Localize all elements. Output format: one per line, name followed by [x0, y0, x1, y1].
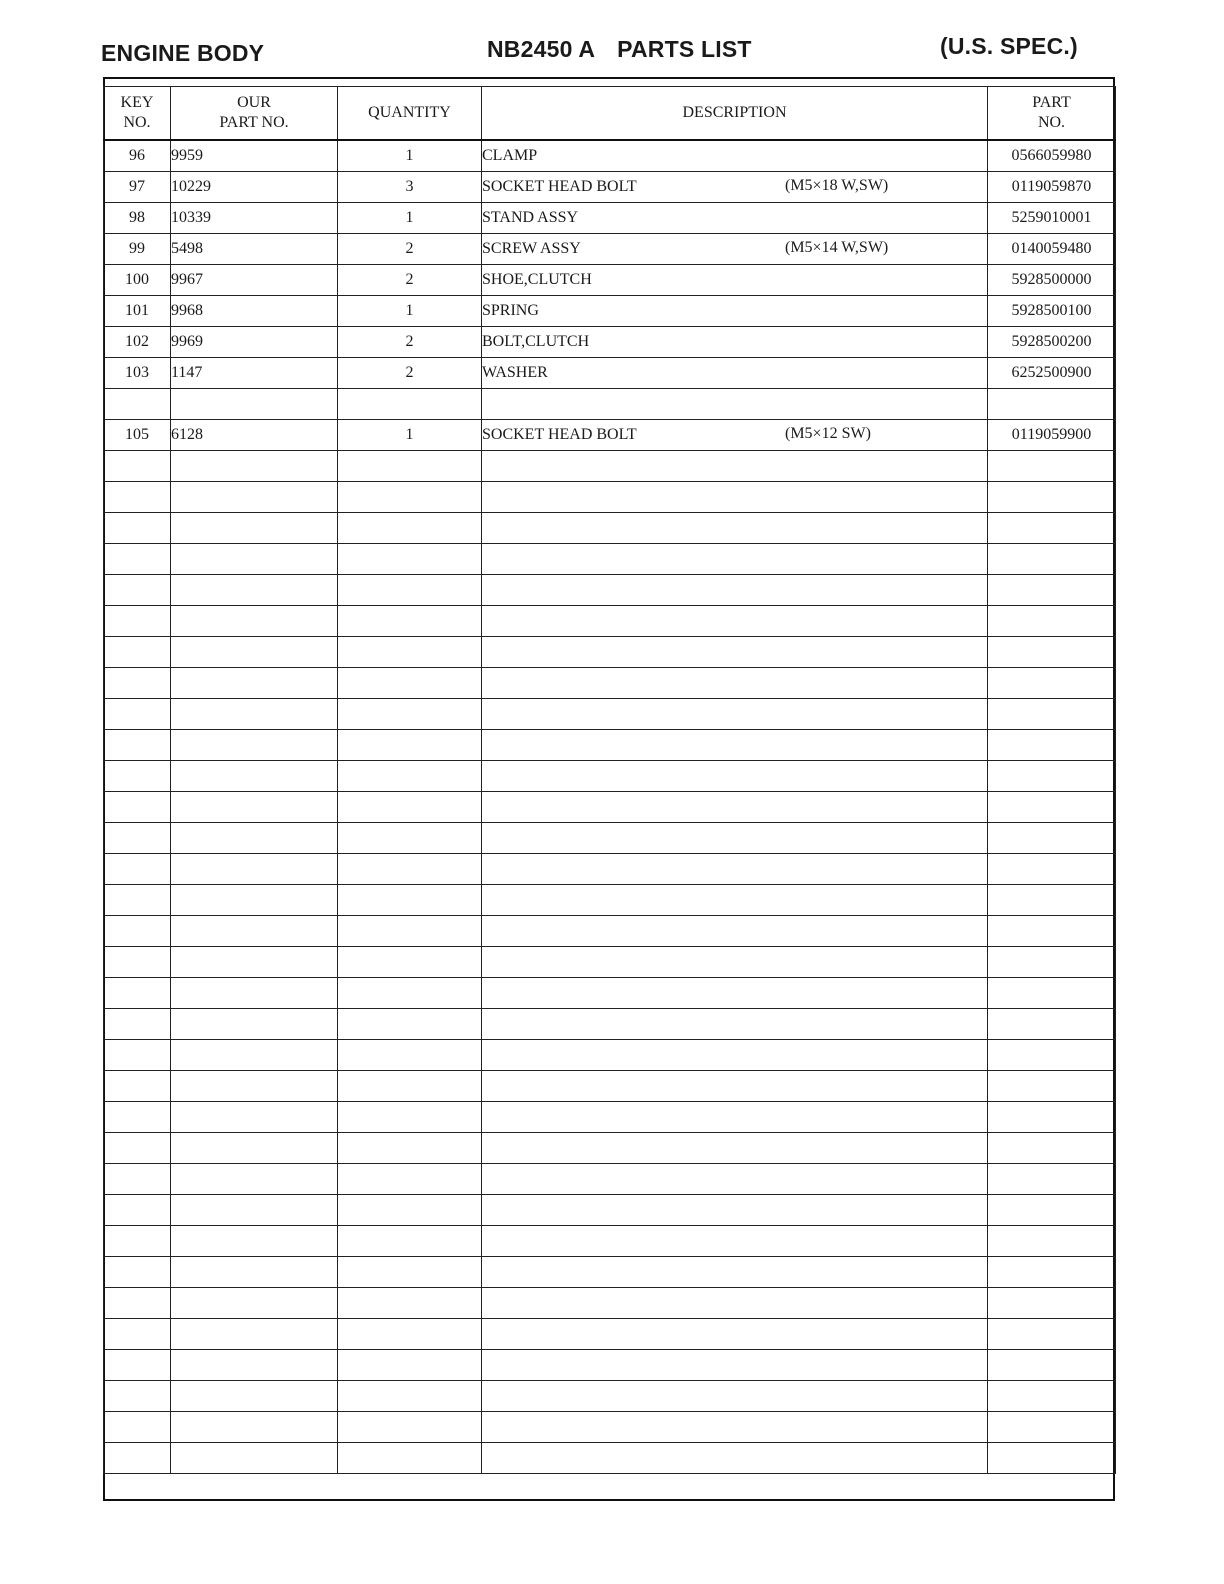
empty-row	[104, 451, 1116, 482]
empty-cell	[104, 1040, 171, 1071]
empty-cell	[104, 947, 171, 978]
empty-cell	[988, 885, 1116, 916]
table-header-row	[104, 87, 1116, 141]
empty-row	[104, 978, 1116, 1009]
empty-cell	[988, 1009, 1116, 1040]
empty-cell	[482, 606, 988, 637]
empty-cell	[171, 637, 338, 668]
empty-cell	[104, 513, 171, 544]
empty-cell	[338, 575, 482, 606]
empty-cell	[104, 1226, 171, 1257]
empty-cell	[171, 792, 338, 823]
cell-part-no	[988, 389, 1116, 420]
empty-cell	[338, 544, 482, 575]
empty-cell	[338, 606, 482, 637]
empty-row	[104, 1288, 1116, 1319]
empty-cell	[482, 1319, 988, 1350]
table-row	[104, 172, 1116, 203]
empty-cell	[171, 885, 338, 916]
cell-description	[482, 265, 988, 296]
empty-cell	[482, 947, 988, 978]
empty-cell	[482, 1257, 988, 1288]
col-header-part-no-line1: PART	[1032, 94, 1071, 111]
empty-row	[104, 668, 1116, 699]
description-spec: (M5×18 W,SW)	[785, 177, 889, 194]
empty-row	[104, 1009, 1116, 1040]
empty-cell	[104, 978, 171, 1009]
empty-cell	[171, 1350, 338, 1381]
empty-cell	[988, 513, 1116, 544]
empty-cell	[104, 1009, 171, 1040]
empty-cell	[171, 823, 338, 854]
cell-our-part-no: 10229	[171, 172, 338, 203]
empty-cell	[988, 575, 1116, 606]
cell-our-part-no: 6128	[171, 420, 338, 451]
col-header-our-part-line1: OUR	[237, 94, 271, 111]
col-header-part-no	[988, 87, 1116, 141]
cell-key-no: 102	[104, 327, 171, 358]
empty-cell	[482, 482, 988, 513]
empty-row	[104, 1102, 1116, 1133]
empty-cell	[104, 575, 171, 606]
description-spec: (M5×14 W,SW)	[785, 239, 889, 256]
empty-cell	[171, 1257, 338, 1288]
empty-row	[104, 947, 1116, 978]
cell-part-no: 0119059870	[988, 172, 1116, 203]
cell-our-part-no: 10339	[171, 203, 338, 234]
document-title	[487, 36, 752, 63]
empty-cell	[482, 823, 988, 854]
description-text: SPRING	[482, 302, 539, 319]
empty-cell	[338, 730, 482, 761]
empty-cell	[171, 1040, 338, 1071]
empty-row	[104, 1226, 1116, 1257]
cell-our-part-no: 9969	[171, 327, 338, 358]
empty-cell	[988, 792, 1116, 823]
description-text: SCREW ASSY	[482, 240, 581, 257]
col-header-quantity: QUANTITY	[338, 87, 482, 141]
cell-quantity: 1	[338, 296, 482, 327]
cell-description	[482, 327, 988, 358]
empty-cell	[104, 1288, 171, 1319]
empty-cell	[482, 1226, 988, 1257]
cell-our-part-no: 9967	[171, 265, 338, 296]
cell-quantity: 2	[338, 327, 482, 358]
empty-row	[104, 1350, 1116, 1381]
description-text: STAND ASSY	[482, 209, 579, 226]
empty-cell	[171, 606, 338, 637]
table-row	[104, 327, 1116, 358]
empty-cell	[988, 761, 1116, 792]
empty-cell	[104, 730, 171, 761]
empty-cell	[104, 637, 171, 668]
list-title: PARTS LIST	[617, 36, 752, 62]
table-row	[104, 296, 1116, 327]
empty-cell	[988, 544, 1116, 575]
description-spec: (M5×12 SW)	[785, 425, 871, 442]
empty-cell	[104, 451, 171, 482]
empty-cell	[988, 1071, 1116, 1102]
empty-cell	[338, 885, 482, 916]
empty-cell	[171, 699, 338, 730]
empty-cell	[104, 482, 171, 513]
empty-cell	[338, 668, 482, 699]
empty-row	[104, 916, 1116, 947]
col-header-our-part-no	[171, 87, 338, 141]
cell-key-no: 97	[104, 172, 171, 203]
empty-cell	[104, 1350, 171, 1381]
empty-cell	[338, 854, 482, 885]
cell-quantity: 2	[338, 358, 482, 389]
empty-cell	[104, 1381, 171, 1412]
cell-key-no: 98	[104, 203, 171, 234]
empty-cell	[338, 637, 482, 668]
section-title: ENGINE BODY	[101, 40, 265, 66]
empty-cell	[171, 761, 338, 792]
empty-cell	[338, 699, 482, 730]
cell-description	[482, 296, 988, 327]
empty-cell	[988, 606, 1116, 637]
cell-key-no: 99	[104, 234, 171, 265]
empty-row	[104, 1133, 1116, 1164]
cell-key-no	[104, 389, 171, 420]
table-row	[104, 234, 1116, 265]
empty-cell	[171, 1133, 338, 1164]
cell-description	[482, 420, 988, 451]
col-header-key-no-line2: NO.	[123, 114, 151, 131]
empty-cell	[104, 1164, 171, 1195]
empty-cell	[171, 978, 338, 1009]
empty-cell	[988, 668, 1116, 699]
empty-cell	[482, 513, 988, 544]
empty-cell	[482, 544, 988, 575]
empty-cell	[171, 1009, 338, 1040]
empty-cell	[104, 544, 171, 575]
empty-cell	[482, 1071, 988, 1102]
empty-cell	[482, 730, 988, 761]
empty-cell	[171, 1102, 338, 1133]
empty-cell	[482, 637, 988, 668]
empty-cell	[988, 482, 1116, 513]
empty-cell	[104, 1443, 171, 1474]
empty-cell	[104, 761, 171, 792]
empty-cell	[482, 1102, 988, 1133]
empty-cell	[338, 1443, 482, 1474]
empty-cell	[338, 1381, 482, 1412]
empty-cell	[171, 482, 338, 513]
cell-description	[482, 140, 988, 172]
empty-cell	[338, 1226, 482, 1257]
empty-cell	[988, 1257, 1116, 1288]
cell-quantity	[338, 389, 482, 420]
empty-cell	[338, 1164, 482, 1195]
empty-cell	[338, 1071, 482, 1102]
empty-cell	[171, 1195, 338, 1226]
empty-cell	[338, 513, 482, 544]
empty-cell	[338, 451, 482, 482]
cell-our-part-no: 1147	[171, 358, 338, 389]
empty-cell	[988, 1226, 1116, 1257]
empty-cell	[171, 1226, 338, 1257]
empty-cell	[171, 1071, 338, 1102]
empty-cell	[482, 1412, 988, 1443]
empty-cell	[104, 792, 171, 823]
cell-our-part-no: 9959	[171, 140, 338, 172]
empty-cell	[104, 1133, 171, 1164]
table-row	[104, 420, 1116, 451]
empty-cell	[338, 761, 482, 792]
empty-cell	[104, 1195, 171, 1226]
empty-cell	[988, 1195, 1116, 1226]
empty-row	[104, 1443, 1116, 1474]
empty-cell	[482, 575, 988, 606]
empty-row	[104, 544, 1116, 575]
cell-quantity: 1	[338, 140, 482, 172]
cell-key-no: 101	[104, 296, 171, 327]
empty-row	[104, 823, 1116, 854]
empty-cell	[482, 699, 988, 730]
cell-description	[482, 172, 988, 203]
empty-cell	[338, 1257, 482, 1288]
cell-part-no: 0566059980	[988, 140, 1116, 172]
table-row	[104, 389, 1116, 420]
empty-cell	[171, 730, 338, 761]
empty-cell	[171, 916, 338, 947]
empty-cell	[104, 823, 171, 854]
empty-cell	[171, 1412, 338, 1443]
empty-cell	[988, 1412, 1116, 1443]
empty-cell	[338, 823, 482, 854]
empty-cell	[988, 1381, 1116, 1412]
empty-cell	[482, 1164, 988, 1195]
empty-cell	[104, 668, 171, 699]
empty-cell	[171, 854, 338, 885]
empty-cell	[482, 1040, 988, 1071]
empty-cell	[988, 451, 1116, 482]
empty-cell	[338, 1133, 482, 1164]
empty-cell	[338, 1288, 482, 1319]
empty-cell	[988, 1319, 1116, 1350]
cell-our-part-no: 9968	[171, 296, 338, 327]
empty-cell	[988, 854, 1116, 885]
empty-cell	[482, 1195, 988, 1226]
empty-cell	[338, 792, 482, 823]
description-text: SHOE,CLUTCH	[482, 271, 592, 288]
empty-row	[104, 637, 1116, 668]
empty-cell	[988, 978, 1116, 1009]
empty-cell	[104, 1102, 171, 1133]
cell-key-no: 103	[104, 358, 171, 389]
col-header-our-part-line2: PART NO.	[219, 114, 289, 131]
empty-cell	[338, 482, 482, 513]
spec-label: (U.S. SPEC.)	[940, 33, 1078, 59]
empty-cell	[988, 1102, 1116, 1133]
col-header-part-no-line2: NO.	[1037, 114, 1066, 131]
empty-row	[104, 885, 1116, 916]
empty-cell	[482, 854, 988, 885]
empty-cell	[104, 606, 171, 637]
empty-cell	[988, 947, 1116, 978]
cell-description	[482, 389, 988, 420]
empty-cell	[104, 1412, 171, 1443]
empty-row	[104, 1381, 1116, 1412]
cell-quantity: 3	[338, 172, 482, 203]
cell-quantity: 1	[338, 420, 482, 451]
description-text: CLAMP	[482, 147, 538, 164]
empty-cell	[338, 1009, 482, 1040]
cell-description	[482, 234, 988, 265]
empty-cell	[482, 1443, 988, 1474]
parts-table	[103, 86, 1116, 1474]
cell-our-part-no: 5498	[171, 234, 338, 265]
empty-cell	[482, 1350, 988, 1381]
empty-cell	[338, 1195, 482, 1226]
empty-cell	[482, 916, 988, 947]
description-text: WASHER	[482, 364, 548, 381]
empty-row	[104, 730, 1116, 761]
cell-part-no: 5928500100	[988, 296, 1116, 327]
empty-cell	[482, 761, 988, 792]
empty-row	[104, 1257, 1116, 1288]
empty-row	[104, 575, 1116, 606]
empty-row	[104, 1319, 1116, 1350]
empty-cell	[171, 513, 338, 544]
empty-cell	[171, 1381, 338, 1412]
cell-description	[482, 358, 988, 389]
empty-cell	[338, 1412, 482, 1443]
cell-quantity: 2	[338, 265, 482, 296]
empty-cell	[171, 575, 338, 606]
cell-key-no: 96	[104, 140, 171, 172]
empty-cell	[171, 451, 338, 482]
description-text: SOCKET HEAD BOLT	[482, 178, 637, 195]
empty-cell	[988, 1350, 1116, 1381]
empty-cell	[171, 544, 338, 575]
empty-cell	[338, 1040, 482, 1071]
cell-quantity: 1	[338, 203, 482, 234]
empty-row	[104, 854, 1116, 885]
empty-row	[104, 1040, 1116, 1071]
empty-cell	[482, 978, 988, 1009]
cell-quantity: 2	[338, 234, 482, 265]
cell-part-no: 5928500000	[988, 265, 1116, 296]
empty-row	[104, 699, 1116, 730]
model-number: NB2450 A	[487, 36, 596, 62]
empty-row	[104, 761, 1116, 792]
empty-cell	[171, 668, 338, 699]
empty-cell	[482, 1288, 988, 1319]
cell-part-no: 0140059480	[988, 234, 1116, 265]
cell-part-no: 0119059900	[988, 420, 1116, 451]
empty-cell	[482, 451, 988, 482]
empty-cell	[988, 1133, 1116, 1164]
col-header-key-no	[104, 87, 171, 141]
empty-cell	[988, 916, 1116, 947]
empty-cell	[988, 1164, 1116, 1195]
description-text: SOCKET HEAD BOLT	[482, 426, 637, 443]
empty-cell	[104, 1257, 171, 1288]
table-row	[104, 265, 1116, 296]
empty-cell	[482, 1381, 988, 1412]
empty-row	[104, 1412, 1116, 1443]
cell-part-no: 5259010001	[988, 203, 1116, 234]
empty-cell	[171, 1164, 338, 1195]
empty-cell	[338, 916, 482, 947]
empty-cell	[988, 1288, 1116, 1319]
empty-cell	[988, 823, 1116, 854]
empty-cell	[482, 1009, 988, 1040]
table-row	[104, 358, 1116, 389]
cell-our-part-no	[171, 389, 338, 420]
table-row	[104, 203, 1116, 234]
empty-cell	[104, 916, 171, 947]
empty-cell	[171, 947, 338, 978]
empty-row	[104, 1164, 1116, 1195]
empty-row	[104, 606, 1116, 637]
empty-cell	[988, 1443, 1116, 1474]
empty-cell	[104, 699, 171, 730]
empty-row	[104, 1071, 1116, 1102]
empty-cell	[988, 730, 1116, 761]
empty-cell	[104, 1319, 171, 1350]
col-header-description: DESCRIPTION	[482, 87, 988, 141]
empty-cell	[338, 978, 482, 1009]
empty-cell	[482, 668, 988, 699]
empty-cell	[338, 1102, 482, 1133]
empty-cell	[988, 637, 1116, 668]
description-text: BOLT,CLUTCH	[482, 333, 590, 350]
cell-part-no: 5928500200	[988, 327, 1116, 358]
empty-cell	[338, 1350, 482, 1381]
empty-cell	[338, 947, 482, 978]
empty-cell	[104, 885, 171, 916]
empty-cell	[482, 1133, 988, 1164]
empty-row	[104, 482, 1116, 513]
empty-row	[104, 792, 1116, 823]
cell-key-no: 105	[104, 420, 171, 451]
cell-part-no: 6252500900	[988, 358, 1116, 389]
table-row	[104, 140, 1116, 172]
empty-cell	[988, 699, 1116, 730]
empty-cell	[988, 1040, 1116, 1071]
cell-key-no: 100	[104, 265, 171, 296]
empty-row	[104, 1195, 1116, 1226]
empty-cell	[482, 885, 988, 916]
empty-cell	[338, 1319, 482, 1350]
empty-cell	[171, 1288, 338, 1319]
empty-cell	[171, 1443, 338, 1474]
empty-cell	[482, 792, 988, 823]
empty-row	[104, 513, 1116, 544]
col-header-key-no-line1: KEY	[120, 94, 154, 111]
empty-cell	[171, 1319, 338, 1350]
empty-cell	[104, 854, 171, 885]
cell-description	[482, 203, 988, 234]
empty-cell	[104, 1071, 171, 1102]
